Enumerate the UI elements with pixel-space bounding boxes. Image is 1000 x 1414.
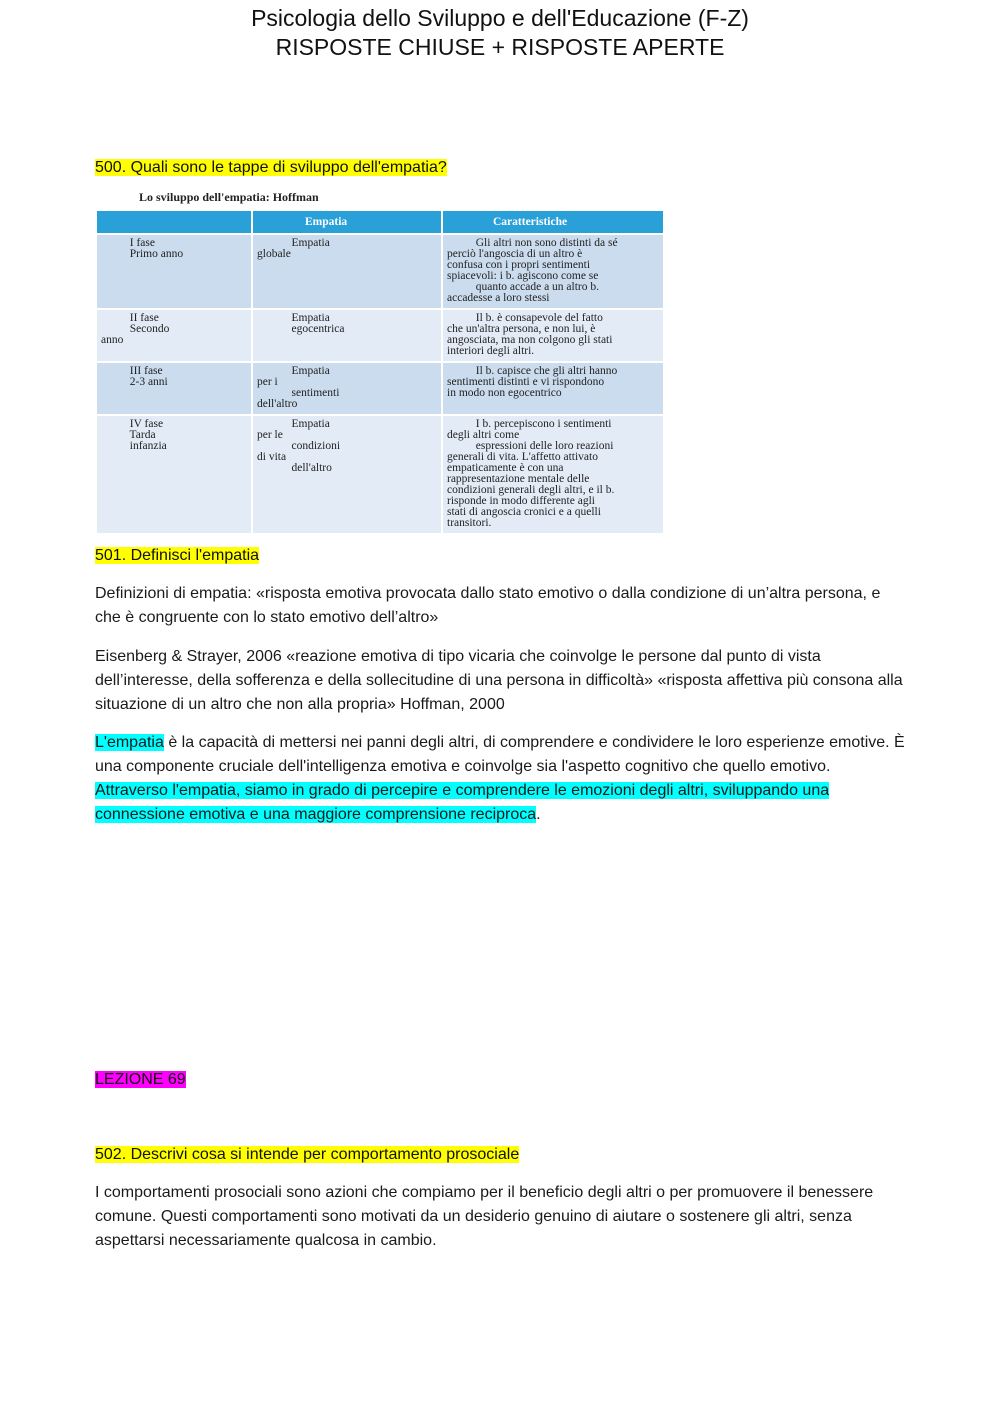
table-cell-caratteristiche: Il b. capisce che gli altri hanno sentimenti distinti e vi rispondono in modo non egocentrico [442, 362, 664, 415]
question-500-title [95, 157, 447, 179]
table-row [97, 309, 664, 362]
table-header-caratteristiche: Caratteristiche [442, 211, 664, 234]
table-cell-fase: III fase 2-3 anni [97, 362, 252, 415]
empathy-development-table-figure [97, 189, 665, 529]
definition-paragraph-1: Definizioni di empatia: «risposta emotiva provocata dallo stato emotivo o dalla condizione di un’altra persona, e che è congruente con lo stato emotivo dell’altro» [95, 585, 881, 626]
table-cell-caratteristiche: Il b. è consapevole del fatto che un'altra persona, e non lui, è angosciata, ma non colgono gli stati interiori degli altri. [442, 309, 664, 362]
paragraph-3-body: è la capacità di mettersi nei panni degli altri, di comprendere e condividere le loro esperienze emotive. È una componente cruciale dell'intelligenza emotiva e coinvolge sia l'aspetto cognitivo che quello emotivo. [95, 734, 905, 775]
question-501-title [95, 545, 259, 567]
table-row [97, 234, 664, 309]
question-500-highlight: 500. Quali sono le tappe di sviluppo dell'empatia? [95, 159, 447, 176]
prosocial-paragraph: I comportamenti prosociali sono azioni che compiamo per il beneficio degli altri o per promuovere il benessere comune. Questi comportamenti sono motivati da un desiderio genuino di aiutare o sostenere gli altri, senza aspettarsi necessariamente qualcosa in cambio. [95, 1184, 874, 1249]
course-title: Psicologia dello Sviluppo e dell'Educazione (F-Z) [251, 5, 749, 31]
table-cell-empatia: Empatia globale [252, 234, 442, 309]
question-502-highlight: 502. Descrivi cosa si intende per comportamento prosociale [95, 1146, 520, 1163]
question-501-highlight: 501. Definisci l'empatia [95, 547, 260, 564]
table-cell-fase: I fase Primo anno [97, 234, 252, 309]
lesson-highlight: LEZIONE 69 [95, 1071, 186, 1088]
table-cell-empatia: Empatia egocentrica [252, 309, 442, 362]
paragraph-3-end: . [536, 806, 541, 823]
table-header-row [97, 211, 664, 234]
table-row [97, 362, 664, 415]
document-header [0, 4, 1000, 62]
highlight-connection: Attraverso l'empatia, siamo in grado di percepire e comprendere le emozioni degli altri, sviluppando una connessione emotiva e una maggiore comprensione reciproca [95, 782, 830, 823]
table-cell-empatia: Empatia per i sentimenti dell'altro [252, 362, 442, 415]
empathy-stages-table [97, 211, 665, 533]
table-cell-fase: IV fase Tarda infanzia [97, 415, 252, 533]
table-cell-caratteristiche: Gli altri non sono distinti da sé perciò l'angoscia di un altro è confusa con i propri sentimenti spiacevoli: i b. agiscono come se quanto accade a un altro b. accadesse a loro stessi [442, 234, 664, 309]
definition-paragraph-2: Eisenberg & Strayer, 2006 «reazione emotiva di tipo vicaria che coinvolge le persone dal punto di vista dell’interesse, della sofferenza e della sollecitudine di una persona in difficoltà» «risposta affettiva più consona alla situazione di un altro che non alla propria» Hoffman, 2000 [95, 648, 903, 713]
table-header-fase [97, 211, 252, 234]
question-502-title [95, 1144, 519, 1166]
highlight-empatia: L'empatia [95, 734, 164, 751]
lesson-label [95, 1069, 186, 1091]
table-title: Lo sviluppo dell'empatia: Hoffman [139, 190, 319, 204]
table-cell-empatia: Empatia per le condizioni di vita dell'altro [252, 415, 442, 533]
table-cell-caratteristiche: I b. percepiscono i sentimenti degli altri come espressioni delle loro reazioni generali di vita. L'affetto attivato empaticamente è con una rappresentazione mentale delle condizioni generali degli altri, e il b. risponde in modo differente agli stati di angoscia cronici e a quelli transitori. [442, 415, 664, 533]
document-subtitle: RISPOSTE CHIUSE + RISPOSTE APERTE [275, 34, 725, 60]
table-header-empatia: Empatia [252, 211, 442, 234]
table-cell-fase: II fase Secondo anno [97, 309, 252, 362]
table-row [97, 415, 664, 533]
definition-paragraph-3 [95, 731, 905, 827]
